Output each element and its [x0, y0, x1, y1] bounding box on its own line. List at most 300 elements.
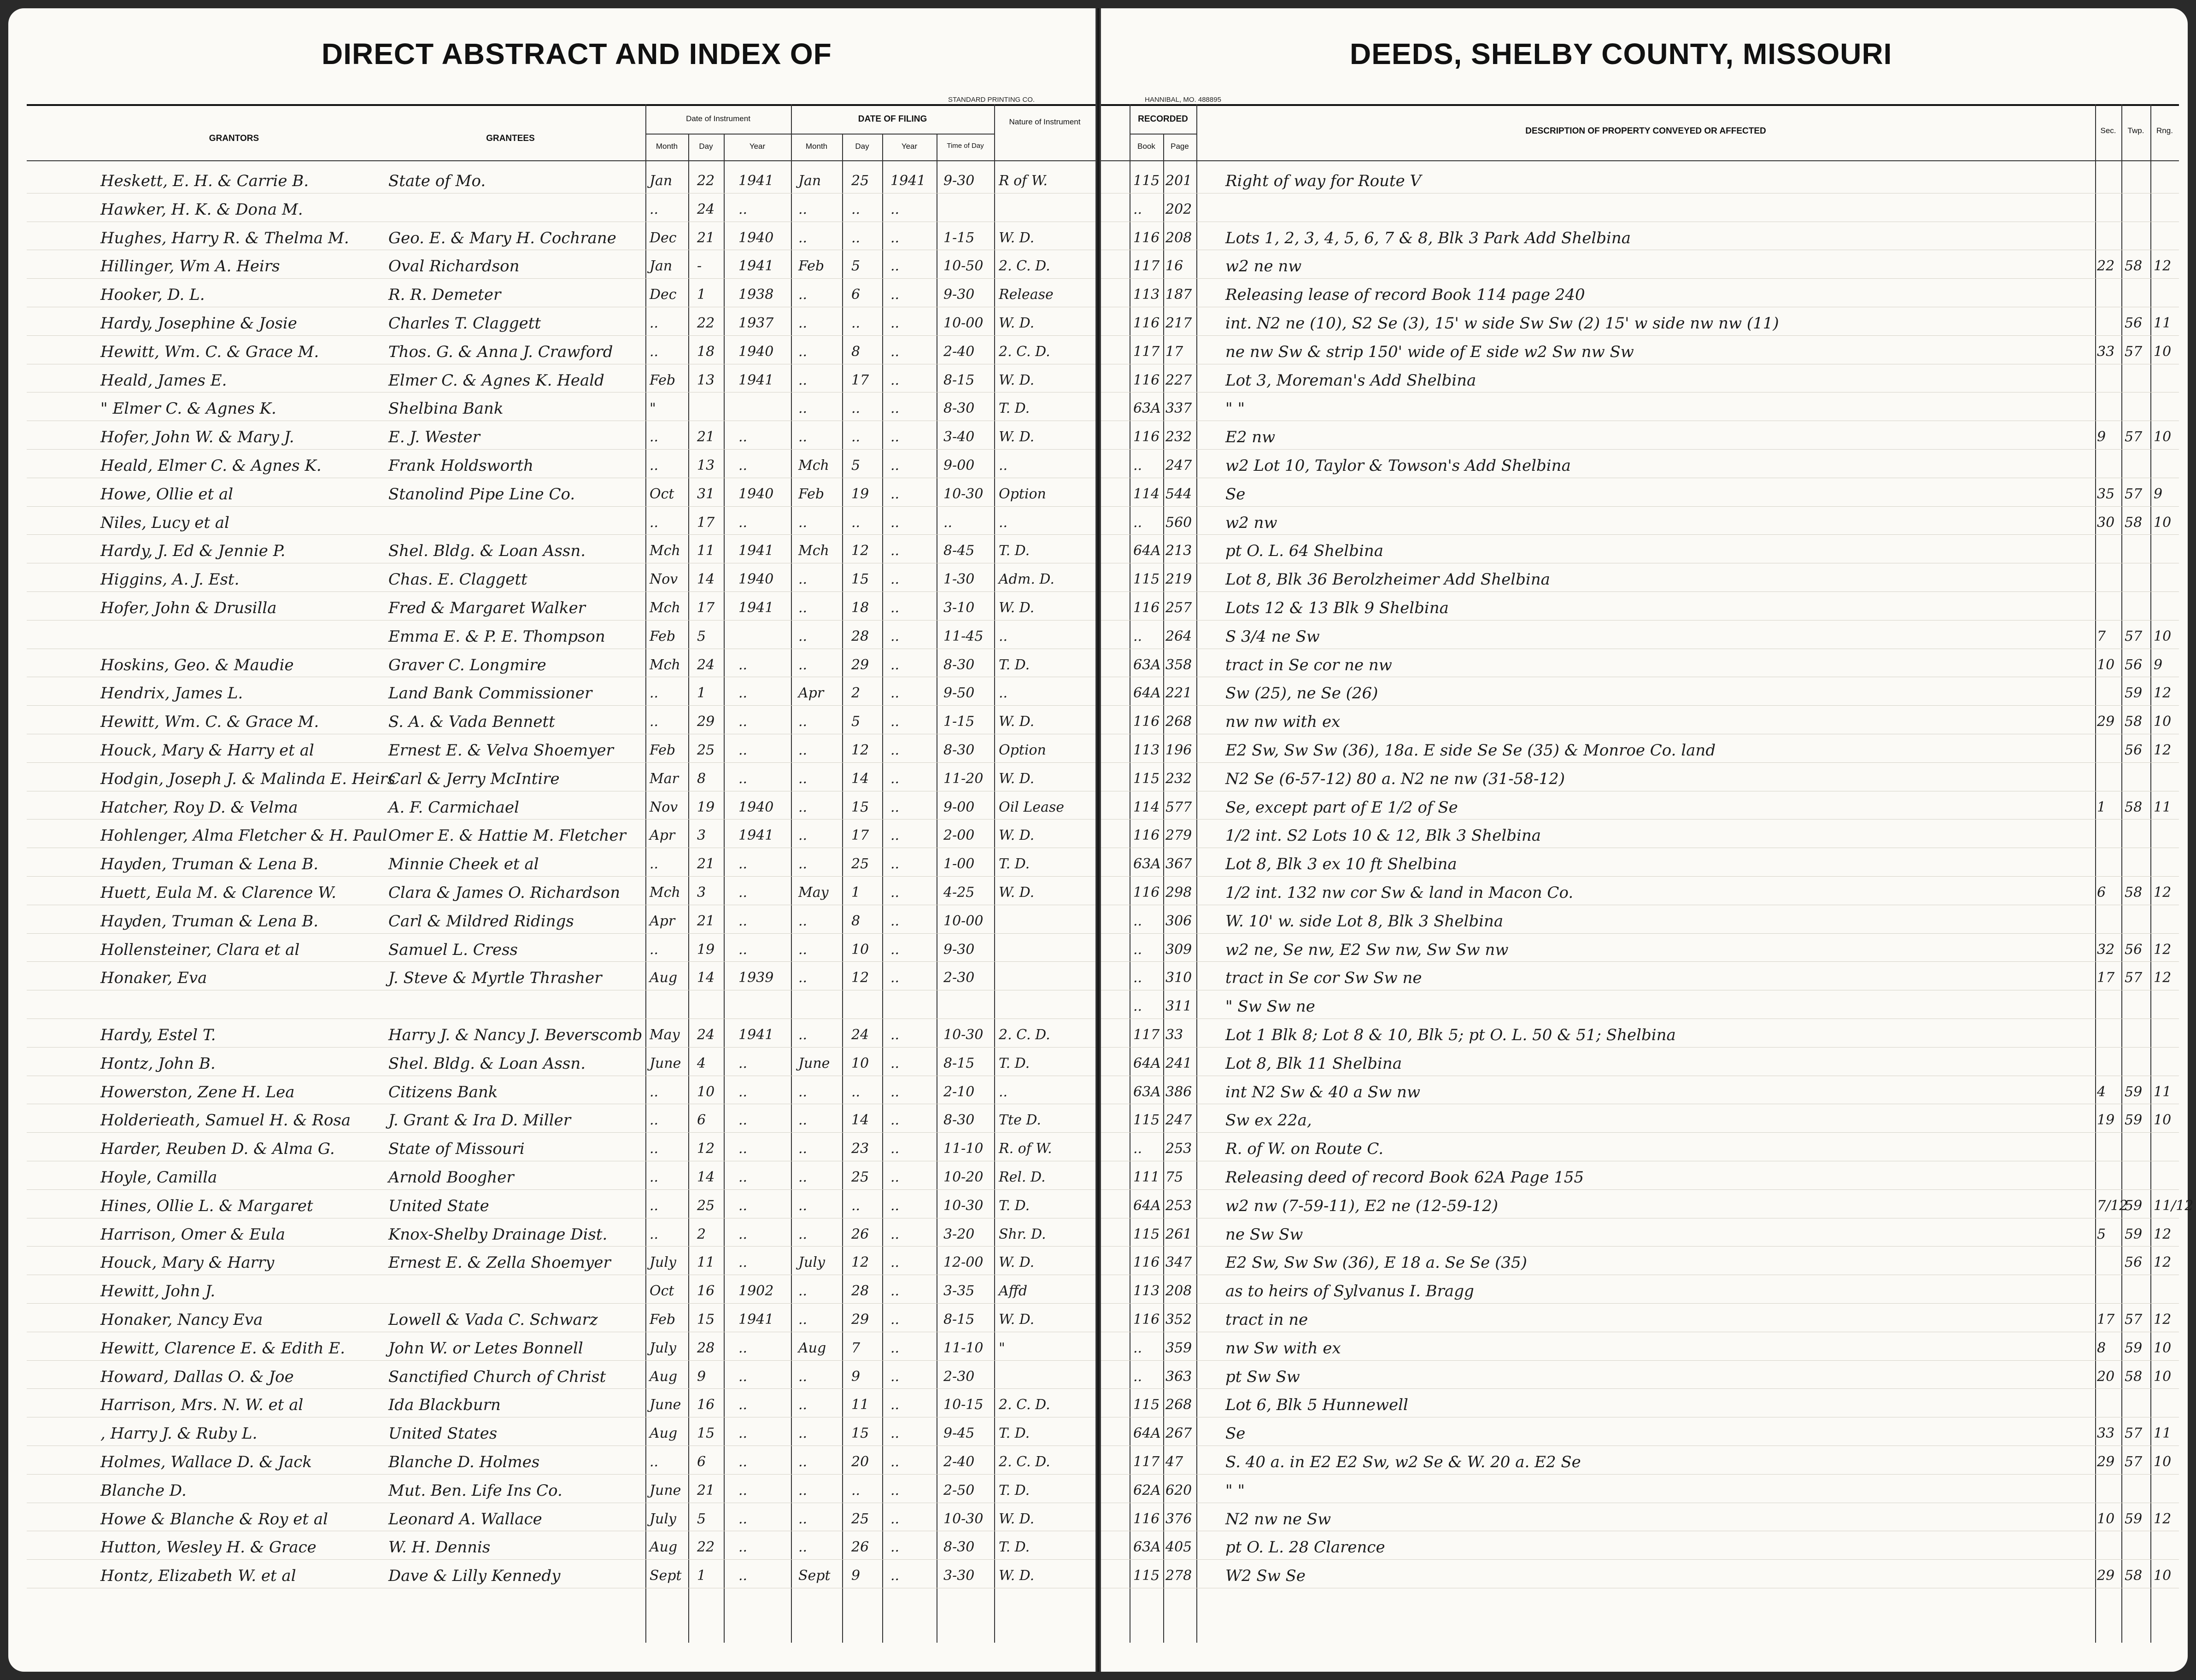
grantor-cell: Hewitt, Clarence E. & Edith E.	[100, 1339, 346, 1358]
instrument-year-cell: 1941	[738, 543, 774, 559]
page-cell: 363	[1165, 1368, 1192, 1385]
filing-time-cell: 8-30	[943, 656, 975, 673]
sec-cell: 22	[2097, 258, 2115, 275]
book-cell: 63A	[1133, 1083, 1161, 1100]
filing-year-cell: ..	[890, 543, 900, 559]
book-cell: 116	[1133, 372, 1160, 388]
ruled-line	[1101, 1303, 2179, 1304]
filing-time-cell: 10-00	[943, 315, 984, 331]
grantor-cell: Niles, Lucy et al	[100, 513, 229, 532]
sec-cell: 4	[2097, 1083, 2106, 1100]
rng-header: Rng.	[2156, 126, 2173, 135]
filing-month-cell: ..	[798, 656, 808, 673]
filing-time-cell: 10-30	[943, 486, 984, 502]
filing-year-cell: ..	[890, 1083, 900, 1100]
instrument-day-cell: 18	[697, 343, 715, 360]
nature-cell: Release	[999, 287, 1054, 303]
filing-month-cell: May	[798, 884, 829, 901]
book-cell: 116	[1133, 1254, 1160, 1271]
ruled-line	[27, 1246, 1095, 1247]
page-cell: 347	[1165, 1254, 1192, 1271]
rng-cell: 10	[2154, 1340, 2172, 1356]
grantee-cell: A. F. Carmichael	[388, 798, 519, 817]
instrument-day-cell: 1	[697, 685, 706, 702]
grantee-cell: R. R. Demeter	[388, 286, 501, 304]
nature-cell: R of W.	[999, 173, 1048, 189]
twp-cell: 59	[2125, 1197, 2143, 1214]
description-cell: Lot 6, Blk 5 Hunnewell	[1225, 1396, 1408, 1415]
nature-cell: Affd	[999, 1283, 1028, 1300]
twp-cell: 57	[2125, 970, 2143, 986]
filing-time-cell: 8-45	[943, 543, 975, 559]
grantor-cell: Hollensteiner, Clara et al	[100, 940, 300, 959]
instrument-day-cell: 22	[697, 315, 715, 331]
rng-cell: 11	[2154, 1083, 2172, 1100]
filing-year-cell: ..	[890, 1425, 900, 1442]
ruled-line	[1101, 335, 2179, 336]
grantor-cell: Hontz, John B.	[100, 1054, 216, 1073]
filing-time-cell: 9-30	[943, 173, 975, 189]
grantor-cell: , Harry J. & Ruby L.	[100, 1424, 258, 1443]
filing-year-cell: ..	[890, 1311, 900, 1328]
filing-day-cell: 5	[851, 258, 861, 275]
date-of-filing-header: DATE OF FILING	[858, 114, 927, 124]
rng-cell: 12	[2154, 1510, 2172, 1527]
filing-month-cell: Feb	[798, 258, 825, 275]
page-cell: 376	[1165, 1510, 1192, 1527]
ruled-line	[27, 876, 1095, 877]
twp-cell: 59	[2125, 685, 2143, 702]
filing-year-cell: ..	[890, 742, 900, 758]
rng-cell: 10	[2154, 343, 2172, 360]
description-header: DESCRIPTION OF PROPERTY CONVEYED OR AFFECTED	[1525, 126, 1766, 136]
instrument-day-cell: 3	[697, 884, 706, 901]
grantor-cell: Hewitt, John J.	[100, 1282, 216, 1301]
twp-cell: 56	[2125, 941, 2143, 958]
description-cell: as to heirs of Sylvanus I. Bragg	[1225, 1282, 1474, 1301]
nature-cell: 2. C. D.	[999, 1397, 1050, 1413]
instrument-year-cell: ..	[738, 1539, 748, 1556]
nature-cell: Option	[999, 486, 1046, 502]
instrument-year-cell: ..	[738, 1510, 748, 1527]
page-cell: 268	[1165, 714, 1192, 730]
instrument-day-cell: 14	[697, 571, 715, 588]
grantor-cell: Harder, Reuben D. & Alma G.	[100, 1140, 335, 1159]
col-rule	[842, 134, 843, 1643]
ruled-line	[1101, 1360, 2179, 1361]
page-cell: 232	[1165, 429, 1192, 445]
twp-cell: 57	[2125, 1311, 2143, 1328]
instrument-month-cell: ..	[650, 1226, 659, 1242]
filing-day-cell: 28	[851, 628, 869, 644]
ledger-book	[8, 8, 2194, 1672]
description-cell: Lots 1, 2, 3, 4, 5, 6, 7 & 8, Blk 3 Park Add Shelbina	[1225, 228, 1631, 247]
book-cell: 115	[1133, 1397, 1160, 1413]
filing-day-cell: 15	[851, 799, 869, 815]
nature-cell: R. of W.	[999, 1141, 1052, 1157]
filing-month-cell: ..	[798, 941, 808, 958]
book-cell: 117	[1133, 343, 1160, 360]
grantor-cell: Holderieath, Samuel H. & Rosa	[100, 1111, 351, 1130]
grantor-cell: Howerston, Zene H. Lea	[100, 1083, 295, 1101]
time-of-day-header: Time of Day	[947, 142, 984, 150]
description-cell: W2 Sw Se	[1225, 1567, 1306, 1586]
page-cell: 577	[1165, 799, 1192, 815]
instrument-day-cell: 11	[697, 543, 715, 559]
ruled-line	[27, 1360, 1095, 1361]
nature-cell: W. D.	[999, 1311, 1035, 1328]
nature-cell: 2. C. D.	[999, 1027, 1050, 1043]
filing-month-cell: ..	[798, 600, 808, 616]
grantee-cell: Leonard A. Wallace	[388, 1510, 542, 1528]
grantor-cell: Harrison, Mrs. N. W. et al	[100, 1396, 304, 1415]
filing-time-cell: 10-00	[943, 913, 984, 929]
book-header: Book	[1137, 142, 1155, 151]
filing-year-cell: ..	[890, 1510, 900, 1527]
page-cell: 386	[1165, 1083, 1192, 1100]
instrument-month-cell: Jan	[650, 258, 673, 275]
filing-month-cell: Jan	[798, 173, 821, 189]
instrument-month-cell: Mch	[650, 656, 680, 673]
filing-time-cell: 9-30	[943, 287, 975, 303]
page-header: Page	[1171, 142, 1189, 151]
filing-year-cell: ..	[890, 656, 900, 673]
page-cell: 337	[1165, 400, 1192, 417]
nature-cell: 2. C. D.	[999, 258, 1050, 275]
instrument-year-cell: ..	[738, 1226, 748, 1242]
col-rule	[688, 134, 689, 1643]
instrument-year-cell: ..	[738, 1112, 748, 1129]
page-cell: 247	[1165, 1112, 1192, 1129]
ruled-line	[27, 762, 1095, 763]
filing-month-cell: ..	[798, 1482, 808, 1499]
book-cell: ..	[1133, 941, 1142, 958]
book-cell: 115	[1133, 770, 1160, 787]
rng-cell: 9	[2154, 486, 2163, 502]
instrument-year-cell: ..	[738, 913, 748, 929]
filing-day-cell: 9	[851, 1368, 861, 1385]
description-cell: Lots 12 & 13 Blk 9 Shelbina	[1225, 599, 1449, 617]
description-cell: N2 Se (6-57-12) 80 a. N2 ne nw (31-58-12)	[1225, 769, 1565, 788]
twp-cell: 58	[2125, 799, 2143, 815]
filing-month-cell: ..	[798, 343, 808, 360]
page-cell: 544	[1165, 486, 1192, 502]
filing-month-cell: ..	[798, 514, 808, 531]
instrument-month-cell: Dec	[650, 287, 677, 303]
instrument-day-cell: 14	[697, 1169, 715, 1185]
filing-time-cell: 3-30	[943, 1568, 975, 1584]
ruled-line	[27, 506, 1095, 507]
rng-cell: 11/12	[2154, 1197, 2194, 1214]
grantee-cell: Harry J. & Nancy J. Beverscomb	[388, 1026, 643, 1044]
description-cell: tract in Se cor ne nw	[1225, 656, 1392, 674]
description-cell: tract in ne	[1225, 1311, 1308, 1329]
page-cell: 213	[1165, 543, 1192, 559]
grantor-cell: Heald, James E.	[100, 371, 227, 390]
book-cell: 116	[1133, 1311, 1160, 1328]
instrument-day-cell: 10	[697, 1083, 715, 1100]
grantee-cell: State of Mo.	[388, 172, 486, 190]
filing-month-cell: ..	[798, 714, 808, 730]
description-cell: " Sw Sw ne	[1225, 997, 1315, 1016]
grantor-cell: Hoyle, Camilla	[100, 1168, 217, 1187]
filing-month-cell: ..	[798, 1539, 808, 1556]
filing-time-cell: ..	[943, 514, 953, 531]
filing-day-cell: 15	[851, 571, 869, 588]
filing-month-cell: ..	[798, 628, 808, 644]
instrument-year-cell: 1941	[738, 600, 774, 616]
book-cell: ..	[1133, 1340, 1142, 1356]
twp-cell: 56	[2125, 742, 2143, 758]
filing-month-cell: July	[798, 1254, 825, 1271]
filing-year-cell: ..	[890, 315, 900, 331]
rng-cell: 11	[2154, 1425, 2172, 1442]
book-cell: 116	[1133, 1510, 1160, 1527]
filing-day-cell: 6	[851, 287, 861, 303]
book-cell: 115	[1133, 1226, 1160, 1242]
sec-cell: 10	[2097, 656, 2115, 673]
twp-cell: 57	[2125, 343, 2143, 360]
page-cell: 221	[1165, 685, 1192, 702]
instrument-year-header: Year	[749, 142, 766, 151]
grantor-cell: Houck, Mary & Harry et al	[100, 741, 314, 760]
ruled-line	[1101, 933, 2179, 934]
filing-day-cell: ..	[851, 201, 861, 217]
book-cell: 115	[1133, 1568, 1160, 1584]
instrument-day-cell: 15	[697, 1311, 715, 1328]
grantor-cell: Hutton, Wesley H. & Grace	[100, 1538, 316, 1557]
grantee-cell: Elmer C. & Agnes K. Heald	[388, 371, 604, 390]
filing-time-cell: 1-00	[943, 856, 975, 872]
nature-cell: ..	[999, 685, 1008, 702]
ruled-line	[27, 1474, 1095, 1475]
grantor-cell: Hewitt, Wm. C. & Grace M.	[100, 342, 319, 361]
twp-cell: 56	[2125, 315, 2143, 331]
instrument-month-cell: ..	[650, 685, 659, 702]
instrument-day-cell: 31	[697, 486, 715, 502]
book-cell: 114	[1133, 486, 1160, 502]
filing-day-cell: 19	[851, 486, 869, 502]
rng-cell: 10	[2154, 1112, 2172, 1129]
filing-month-cell: ..	[798, 229, 808, 246]
filing-day-cell: 8	[851, 913, 861, 929]
grantee-cell: Blanche D. Holmes	[388, 1453, 540, 1471]
instrument-day-cell: 22	[697, 173, 715, 189]
instrument-month-cell: Oct	[650, 486, 674, 502]
description-cell: Se, except part of E 1/2 of Se	[1225, 798, 1458, 817]
filing-time-cell: 8-15	[943, 1055, 975, 1071]
instrument-year-cell: ..	[738, 514, 748, 531]
instrument-month-cell: Mar	[650, 770, 679, 787]
instrument-year-cell: 1941	[738, 1027, 774, 1043]
page-cell: 306	[1165, 913, 1192, 929]
filing-time-cell: 8-15	[943, 372, 975, 388]
book-cell: 64A	[1133, 685, 1161, 702]
description-cell: tract in Se cor Sw Sw ne	[1225, 969, 1422, 988]
instrument-month-cell: ..	[650, 1197, 659, 1214]
nature-cell: T. D.	[999, 400, 1030, 417]
filing-year-cell: ..	[890, 372, 900, 388]
rng-cell: 10	[2154, 429, 2172, 445]
instrument-year-cell: ..	[738, 856, 748, 872]
instrument-year-cell: 1940	[738, 229, 774, 246]
filing-day-cell: 28	[851, 1283, 869, 1300]
nature-cell: W. D.	[999, 827, 1035, 844]
filing-month-cell: ..	[798, 400, 808, 417]
ruled-line	[1101, 762, 2179, 763]
filing-year-cell: ..	[890, 201, 900, 217]
page-cell: 298	[1165, 884, 1192, 901]
filing-day-cell: 29	[851, 1311, 869, 1328]
page-cell: 620	[1165, 1482, 1192, 1499]
instrument-day-cell: 6	[697, 1112, 706, 1129]
instrument-month-cell: ..	[650, 514, 659, 531]
filing-time-cell: 10-20	[943, 1169, 984, 1185]
twp-cell: 58	[2125, 884, 2143, 901]
page-cell: 17	[1165, 343, 1183, 360]
filing-day-cell: 12	[851, 970, 869, 986]
filing-month-cell: ..	[798, 201, 808, 217]
book-cell: 117	[1133, 1027, 1160, 1043]
grantor-cell: " Elmer C. & Agnes K.	[100, 399, 276, 418]
page-cell: 279	[1165, 827, 1192, 844]
filing-day-cell: 15	[851, 1425, 869, 1442]
filing-day-header: Day	[855, 142, 869, 151]
sec-cell: 35	[2097, 486, 2115, 502]
page-cell: 367	[1165, 856, 1192, 872]
nature-cell: ..	[999, 1083, 1008, 1100]
filing-year-cell: ..	[890, 343, 900, 360]
filing-month-cell: June	[798, 1055, 830, 1071]
instrument-day-cell: 1	[697, 1568, 706, 1584]
page-cell: 187	[1165, 287, 1192, 303]
page-cell: 196	[1165, 742, 1192, 758]
ruled-line	[1101, 449, 2179, 450]
rng-cell: 10	[2154, 514, 2172, 531]
sec-cell: 17	[2097, 970, 2115, 986]
grantor-cell: Heskett, E. H. & Carrie B.	[100, 172, 309, 190]
nature-cell: T. D.	[999, 656, 1030, 673]
filing-month-cell: Feb	[798, 486, 825, 502]
filing-year-cell: ..	[890, 400, 900, 417]
header-bottom-rule	[27, 160, 1095, 161]
instrument-day-cell: 2	[697, 1226, 706, 1242]
sec-cell: 33	[2097, 343, 2115, 360]
grantor-cell: Howe, Ollie et al	[100, 485, 234, 503]
filing-day-cell: 14	[851, 1112, 869, 1129]
grantor-cell: Honaker, Eva	[100, 969, 207, 988]
instrument-year-cell: 1941	[738, 827, 774, 844]
nature-header: Nature of Instrument	[1009, 117, 1081, 126]
filing-time-cell: 4-25	[943, 884, 975, 901]
instrument-year-cell: ..	[738, 1482, 748, 1499]
instrument-day-cell: 24	[697, 656, 715, 673]
filing-day-cell: 7	[851, 1340, 861, 1356]
filing-year-cell: ..	[890, 1169, 900, 1185]
instrument-day-cell: -	[697, 258, 702, 275]
page-cell: 16	[1165, 258, 1183, 275]
book-cell: 115	[1133, 173, 1160, 189]
sec-cell: 8	[2097, 1340, 2106, 1356]
sec-cell: 6	[2097, 884, 2106, 901]
book-cell: 113	[1133, 1283, 1160, 1300]
filing-month-header: Month	[805, 142, 828, 151]
ruled-line	[1101, 591, 2179, 592]
description-cell: ne nw Sw & strip 150' wide of E side w2 Sw nw Sw	[1225, 342, 1634, 361]
filing-year-cell: ..	[890, 1482, 900, 1499]
rng-cell: 12	[2154, 742, 2172, 758]
filing-day-cell: 1	[851, 884, 861, 901]
filing-time-cell: 10-15	[943, 1397, 984, 1413]
nature-cell: Tte D.	[999, 1112, 1041, 1129]
filing-month-cell: ..	[798, 913, 808, 929]
filing-year-cell: ..	[890, 1197, 900, 1214]
grantee-cell: John W. or Letes Bonnell	[388, 1339, 583, 1358]
grantor-cell: Honaker, Nancy Eva	[100, 1311, 263, 1329]
description-cell: 1/2 int. 132 nw cor Sw & land in Macon Co.	[1225, 884, 1574, 902]
instrument-month-cell: Oct	[650, 1283, 674, 1300]
instrument-year-cell: ..	[738, 1568, 748, 1584]
nature-cell: T. D.	[999, 856, 1030, 872]
instrument-month-cell: Apr	[650, 827, 675, 844]
filing-day-cell: 23	[851, 1141, 869, 1157]
left-page	[8, 8, 1095, 1672]
description-cell: Se	[1225, 1424, 1246, 1443]
description-cell: Sw (25), ne Se (26)	[1225, 684, 1378, 703]
filing-month-cell: Mch	[798, 543, 829, 559]
grantee-cell: Lowell & Vada C. Schwarz	[388, 1311, 598, 1329]
grantee-cell: Charles T. Claggett	[388, 314, 541, 333]
instrument-year-cell: 1937	[738, 315, 774, 331]
grantee-cell: Shel. Bldg. & Loan Assn.	[388, 1054, 586, 1073]
nature-cell: W. D.	[999, 884, 1035, 901]
grantee-cell: Graver C. Longmire	[388, 656, 546, 674]
instrument-year-cell: ..	[738, 1454, 748, 1470]
description-cell: w2 nw (7-59-11), E2 ne (12-59-12)	[1225, 1196, 1499, 1215]
filing-year-cell: ..	[890, 884, 900, 901]
ruled-line	[1101, 1388, 2179, 1389]
filing-month-cell: ..	[798, 1454, 808, 1470]
filing-time-cell: 9-45	[943, 1425, 975, 1442]
instrument-day-cell: 11	[697, 1254, 715, 1271]
filing-time-cell: 1-15	[943, 229, 975, 246]
filing-month-cell: ..	[798, 1283, 808, 1300]
grantee-cell: Carl & Jerry McIntire	[388, 769, 560, 788]
filing-month-cell: ..	[798, 1169, 808, 1185]
description-cell: E2 Sw, Sw Sw (36), E 18 a. Se Se (35)	[1225, 1253, 1527, 1272]
book-gutter	[1095, 8, 1101, 1672]
instrument-month-cell: May	[650, 1027, 680, 1043]
description-cell: w2 ne nw	[1225, 257, 1302, 276]
grantee-cell: Ida Blackburn	[388, 1396, 501, 1415]
book-cell: 116	[1133, 827, 1160, 844]
instrument-year-cell: ..	[738, 1397, 748, 1413]
grantor-cell: Hughes, Harry R. & Thelma M.	[100, 228, 349, 247]
instrument-day-cell: 22	[697, 1539, 715, 1556]
filing-month-cell: ..	[798, 1397, 808, 1413]
ruled-line	[27, 705, 1095, 706]
instrument-month-cell: June	[650, 1397, 681, 1413]
page-cell: 253	[1165, 1197, 1192, 1214]
ruled-line	[27, 1388, 1095, 1389]
page-cell: 268	[1165, 1397, 1192, 1413]
ruled-line	[27, 335, 1095, 336]
filing-time-cell: 10-50	[943, 258, 984, 275]
instrument-year-cell: 1940	[738, 799, 774, 815]
filing-day-cell: 17	[851, 372, 869, 388]
description-cell: Releasing deed of record Book 62A Page 155	[1225, 1168, 1584, 1187]
book-cell: 113	[1133, 287, 1160, 303]
